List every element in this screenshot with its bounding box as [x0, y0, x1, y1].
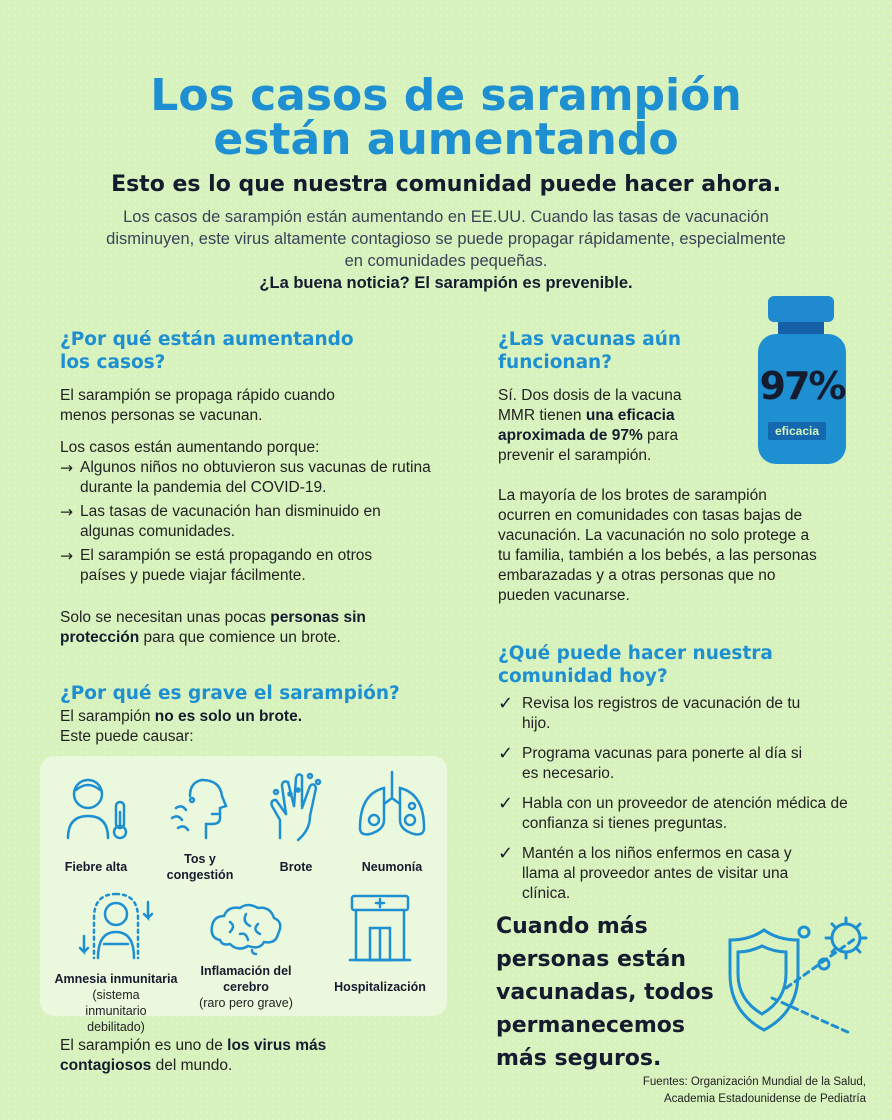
- vaccine-bottle-graphic: [754, 296, 850, 466]
- page-subtitle: Esto es lo que nuestra comunidad puede hacer ahora.: [111, 172, 781, 197]
- complication-brain: [186, 900, 306, 1011]
- contagious-bold: los virus más contagiosos: [60, 1037, 327, 1074]
- sources-line-2: Academia Estadounidense de Pediatría: [663, 1093, 866, 1105]
- contagious-pre: El sarampión es uno de: [60, 1037, 228, 1054]
- vw-p1-post: para prevenir el sarampión.: [498, 427, 679, 464]
- why-rising-p1: El sarampión se propaga rápido cuando menos personas se vacunan.: [60, 387, 335, 424]
- serious-p1-bold: no es solo un brote.: [154, 708, 303, 725]
- reason-item: → Las tasas de vacunación han disminuido en algunas comunidades.: [60, 502, 410, 542]
- complication-label: Neumonía: [361, 860, 423, 874]
- why-serious-heading: ¿Por qué es grave el sarampión?: [60, 683, 400, 704]
- hospital-icon: [342, 892, 418, 964]
- contagious-post: del mundo.: [151, 1057, 233, 1074]
- brain-icon: [206, 900, 286, 956]
- community-action-text: Programa vacunas para ponerte al día si es necesario.: [522, 745, 803, 782]
- intro-paragraph: [100, 206, 792, 294]
- cough-icon: [162, 768, 238, 844]
- title-line-1: Los casos de sarampión: [150, 70, 742, 121]
- why-rising-p2: Los casos están aumentando porque:: [60, 439, 320, 456]
- community-action-item: [498, 694, 802, 734]
- community-heading: ¿Qué puede hacer nuestra comunidad hoy?: [498, 643, 773, 687]
- check-icon: ✓: [498, 743, 514, 764]
- sources-line-1: Fuentes: Organización Mundial de la Salud,: [642, 1076, 866, 1088]
- community-section: [498, 642, 858, 914]
- rash-icon: [258, 768, 334, 844]
- closing-statement: Cuando más personas están vacunadas, todos permanecemos más seguros.: [496, 914, 714, 1071]
- complication-label: Fiebre alta: [64, 860, 128, 874]
- complication-label: Inflamación del cerebro: [200, 964, 292, 994]
- check-icon: ✓: [498, 693, 514, 714]
- shield-graphic: [724, 912, 874, 1042]
- complication-fever: [48, 768, 144, 875]
- complication-label: Tos y congestión: [166, 852, 234, 882]
- vaccines-work-p1: [498, 386, 708, 466]
- complication-immune-amnesia: [44, 892, 188, 1035]
- title-line-2: están aumentando: [213, 114, 679, 165]
- intro-text: Los casos de sarampión están aumentando en EE.UU. Cuando las tasas de vacunación disminuyen, este virus altamente contagioso se puede propagar rápidamente, especialmente en comunidades pequeñas.: [106, 208, 786, 270]
- vw-p1-bold: una eficacia aproximada de 97%: [498, 407, 675, 444]
- check-icon: ✓: [498, 843, 514, 864]
- intro-highlight: ¿La buena noticia? El sarampión es prevenible.: [259, 274, 633, 292]
- reasons-list: [60, 458, 450, 586]
- contagious-note: [60, 1036, 380, 1076]
- why-serious-section: [60, 682, 450, 747]
- p3-post: para que comience un brote.: [139, 629, 341, 646]
- reason-item: → Algunos niños no obtuvieron sus vacunas de rutina durante la pandemia del COVID-19.: [60, 458, 450, 498]
- complication-pneumonia: [342, 768, 442, 875]
- why-serious-p2: Este puede causar:: [60, 728, 194, 745]
- complication-sublabel: (raro pero grave): [199, 996, 293, 1010]
- community-action-text: Revisa los registros de vacunación de tu hijo.: [522, 695, 801, 732]
- community-action-text: Habla con un proveedor de atención médica de confianza si tienes preguntas.: [522, 795, 848, 832]
- community-action-item: [498, 794, 872, 834]
- community-actions-list: [498, 694, 858, 904]
- vw-p1-pre: Sí. Dos dosis de la vacuna MMR tienen: [498, 387, 682, 424]
- complication-sublabel: (sistema inmunitario debilitado): [85, 988, 147, 1034]
- community-action-item: [498, 744, 812, 784]
- why-rising-heading: ¿Por qué están aumentando los casos?: [60, 329, 354, 373]
- community-action-text: Mantén a los niños enfermos en casa y llama al proveedor antes de visitar una clínica.: [522, 845, 792, 902]
- bottle-label: eficacia: [774, 424, 820, 438]
- why-rising-p3: [60, 608, 410, 648]
- complication-hospitalization: [318, 892, 442, 995]
- immune-icon: [76, 892, 156, 964]
- complications-panel: [40, 756, 447, 1034]
- bottle-percent: 97%: [759, 364, 845, 408]
- page-title: [0, 70, 892, 165]
- complication-rash: [248, 768, 344, 875]
- complication-cough: [152, 768, 248, 883]
- p3-pre: Solo se necesitan unas pocas: [60, 609, 271, 626]
- serious-p1-pre: El sarampión: [60, 708, 155, 725]
- shield-virus-icon: [724, 912, 874, 1042]
- p3-bold: personas sin protección: [60, 609, 366, 646]
- vaccines-work-section: [498, 328, 738, 466]
- complication-label: Hospitalización: [334, 980, 426, 994]
- lungs-icon: [354, 768, 430, 844]
- complication-label: Brote: [279, 860, 313, 874]
- fever-icon: [58, 768, 134, 844]
- sources: [643, 1074, 866, 1108]
- check-icon: ✓: [498, 793, 514, 814]
- complication-label: Amnesia inmunitaria: [54, 972, 178, 986]
- why-rising-section: [60, 328, 450, 648]
- vaccines-work-heading: ¿Las vacunas aún funcionan?: [498, 329, 682, 373]
- why-serious-p1: [60, 707, 450, 727]
- vaccines-work-p2: La mayoría de los brotes de sarampión ocurren en comunidades con tasas bajas de vacunación. La vacunación no solo protege a tu familia, también a los bebés, a las personas embarazadas y a otras personas que no pueden vacunarse.: [498, 487, 817, 604]
- community-action-item: [498, 844, 832, 904]
- reason-item: → El sarampión se está propagando en otros países y puede viajar fácilmente.: [60, 546, 400, 586]
